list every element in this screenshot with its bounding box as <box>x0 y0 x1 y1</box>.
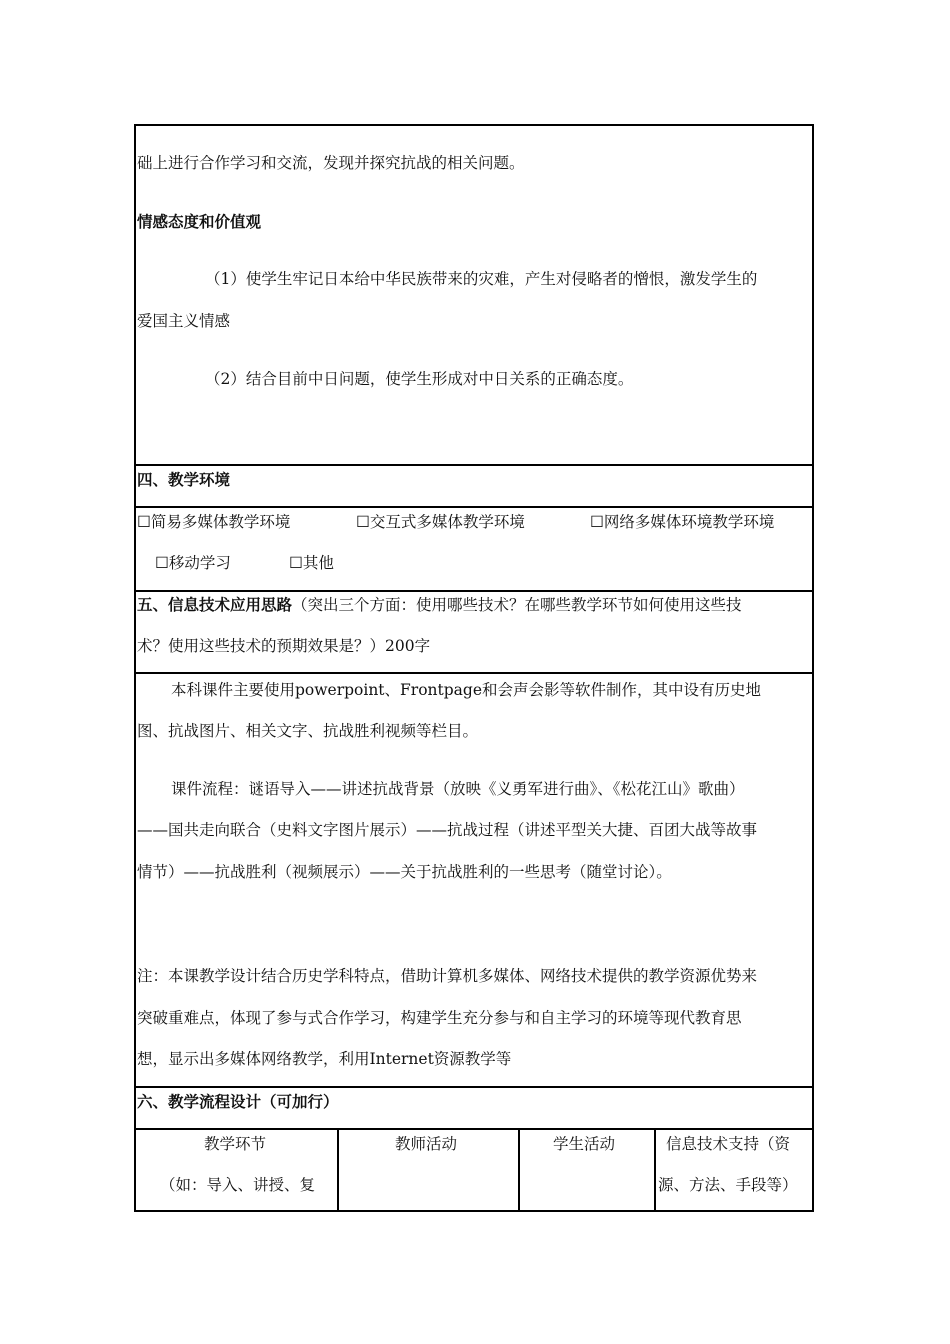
flow-design-heading: 六、教学流程设计（可加行） <box>137 1092 339 1111</box>
checkbox-icon[interactable]: ☐ <box>590 513 604 531</box>
row-divider <box>136 590 812 592</box>
objective-continuation-text: 础上进行合作学习和交流，发现并探究抗战的相关问题。 <box>137 154 525 172</box>
env-option-interactive-multimedia[interactable] <box>356 512 525 532</box>
course-flow-line-1: 课件流程：谜语导入——讲述抗战背景（放映《义勇军进行曲》、《松花江山》歌曲） <box>171 780 745 798</box>
column-divider <box>654 1128 656 1212</box>
note-line-3: 想，显示出多媒体网络教学，利用Internet资源教学等 <box>137 1050 512 1068</box>
it-hint: （突出三个方面：使用哪些技术？在哪些教学环节如何使用这些技 <box>292 596 742 614</box>
env-option-network-multimedia[interactable] <box>590 512 774 532</box>
it-heading-line-1 <box>137 595 742 615</box>
it-para-1-line-2: 图、抗战图片、相关文字、抗战胜利视频等栏目。 <box>137 722 479 740</box>
course-flow-line-3: 情节）——抗战胜利（视频展示）——关于抗战胜利的一些思考（随堂讨论）。 <box>137 863 672 881</box>
option-label: 其他 <box>302 554 334 572</box>
option-label: 移动学习 <box>168 554 231 572</box>
it-hint-line-2: 术？使用这些技术的预期效果是？）200字 <box>137 637 431 655</box>
values-item-1-line-2: 爱国主义情感 <box>137 312 231 330</box>
it-heading: 五、信息技术应用思路 <box>137 595 293 614</box>
it-para-1-line-1: 本科课件主要使用powerpoint、Frontpage和会声会影等软件制作，其中设有历史地 <box>171 681 761 699</box>
checkbox-icon[interactable]: ☐ <box>289 554 303 572</box>
row-divider <box>136 1128 812 1130</box>
env-option-other[interactable] <box>289 553 334 573</box>
env-option-mobile-learning[interactable] <box>155 553 231 573</box>
environment-heading: 四、教学环境 <box>137 470 231 489</box>
checkbox-icon[interactable]: ☐ <box>137 513 151 531</box>
option-label: 网络多媒体环境教学环境 <box>603 513 775 531</box>
values-item-1-line-1: （1）使学生牢记日本给中华民族带来的灾难，产生对侵略者的憎恨，激发学生的 <box>205 270 758 288</box>
course-flow-line-2: ——国共走向联合（史料文字图片展示）——抗战过程（讲述平型关大捷、百团大战等故事 <box>137 821 758 839</box>
checkbox-icon[interactable]: ☐ <box>356 513 370 531</box>
env-option-simple-multimedia[interactable] <box>137 512 290 532</box>
values-item-2: （2）结合目前中日问题，使学生形成对中日关系的正确态度。 <box>205 370 634 388</box>
option-label: 简易多媒体教学环境 <box>150 513 291 531</box>
column-divider <box>518 1128 520 1212</box>
row-divider <box>136 464 812 466</box>
column-divider <box>337 1128 339 1212</box>
row-divider <box>136 672 812 674</box>
col-header-it-support-note: 源、方法、手段等） <box>658 1176 798 1194</box>
col-header-teacher: 教师活动 <box>395 1135 458 1153</box>
values-heading: 情感态度和价值观 <box>137 212 262 231</box>
row-divider <box>136 506 812 508</box>
note-line-2: 突破重难点，体现了参与式合作学习，构建学生充分参与和自主学习的环境等现代教育思 <box>137 1009 742 1027</box>
checkbox-icon[interactable]: ☐ <box>155 554 169 572</box>
note-line-1: 注：本课教学设计结合历史学科特点，借助计算机多媒体、网络技术提供的教学资源优势来 <box>137 967 758 985</box>
col-header-stage: 教学环节 <box>204 1135 267 1153</box>
col-header-student: 学生活动 <box>553 1135 616 1153</box>
option-label: 交互式多媒体教学环境 <box>369 513 525 531</box>
row-divider <box>136 1086 812 1088</box>
col-header-it-support: 信息技术支持（资 <box>666 1135 791 1153</box>
col-header-stage-note: （如：导入、讲授、复 <box>160 1176 316 1194</box>
